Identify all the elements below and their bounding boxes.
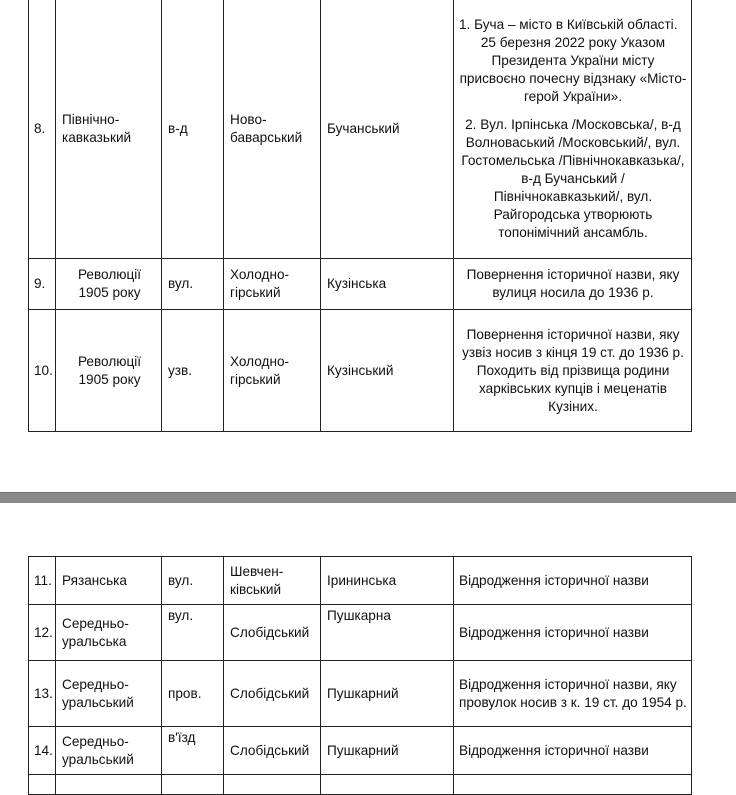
new-street-name: Кузінський xyxy=(321,310,454,432)
street-type: вул. xyxy=(162,259,224,310)
table-row xyxy=(29,661,692,727)
note-cell: Відродження історичної назви xyxy=(454,727,692,775)
row-number: 8. xyxy=(29,0,56,259)
note-cell: Відродження історичної назви, яку провулок носив з к. 19 ст. до 1954 р. xyxy=(454,661,692,727)
new-street-name: Пушкарна xyxy=(321,605,454,661)
note-paragraph: 1. Буча – місто в Київській області. xyxy=(459,16,678,32)
empty-cell xyxy=(454,775,692,795)
district-name: Слобідський xyxy=(224,661,321,727)
old-street-name: Середньо-уральська xyxy=(56,605,162,661)
old-street-name: Середньо-уральський xyxy=(56,661,162,727)
row-number: 13. xyxy=(29,661,56,727)
note-paragraph: Повернення історичної назви, яку вулиця носила до 1936 р. xyxy=(466,267,680,300)
street-type: в'їзд xyxy=(162,727,224,775)
renaming-table-part-2 xyxy=(28,556,692,795)
row-number: 14. xyxy=(29,727,56,775)
table-row xyxy=(29,605,692,661)
table-row xyxy=(29,727,692,775)
note-cell: Відродження історичної назви xyxy=(454,557,692,605)
street-type: узв. xyxy=(162,310,224,432)
old-street-name: Революції 1905 року xyxy=(56,310,162,432)
table-row xyxy=(29,259,692,310)
renaming-table-part-1 xyxy=(28,0,692,432)
new-street-name: Бучанський xyxy=(321,0,454,259)
note-cell xyxy=(454,0,692,259)
note-cell xyxy=(454,310,692,432)
note-paragraph: 25 березня 2022 року Указом Президента України місту присвоєно почесну відзнаку «Місто-герой України». xyxy=(459,34,687,104)
empty-cell xyxy=(321,775,454,795)
old-street-name: Північно-кавказький xyxy=(56,0,162,259)
empty-cell xyxy=(29,775,56,795)
table-row xyxy=(29,557,692,605)
page-top-margin xyxy=(0,503,736,563)
table-row xyxy=(29,0,692,259)
old-street-name: Рязанська xyxy=(56,557,162,605)
note-paragraph: Походить від прізвища родини харківських купців і меценатів Кузіних. xyxy=(476,362,670,414)
street-type: вул. xyxy=(162,605,224,661)
street-type: пров. xyxy=(162,661,224,727)
new-street-name: Пушкарний xyxy=(321,661,454,727)
new-street-name: Ірининська xyxy=(321,557,454,605)
table-row xyxy=(29,775,692,795)
note-cell xyxy=(454,259,692,310)
district-name: Холодно-гірський xyxy=(224,259,321,310)
row-number: 9. xyxy=(29,259,56,310)
street-type: вул. xyxy=(162,557,224,605)
table-row xyxy=(29,310,692,432)
new-street-name: Пушкарний xyxy=(321,727,454,775)
row-number: 12. xyxy=(29,605,56,661)
empty-cell xyxy=(162,775,224,795)
district-name: Шевчен-ківський xyxy=(224,557,321,605)
old-street-name: Революції 1905 року xyxy=(56,259,162,310)
row-number: 10. xyxy=(29,310,56,432)
note-cell: Відродження історичної назви xyxy=(454,605,692,661)
district-name: Ново-баварський xyxy=(224,0,321,259)
note-paragraph: 2. Вул. Ірпінська /Московська/, в-д Волноваський /Московський/, вул. Гостомельська /Північнокавказька/, в-д Бучанський /Північнокавказький/, вул. Райгородська утворюють топонімічний ансамбль. xyxy=(461,116,685,240)
old-street-name: Середньо-уральський xyxy=(56,727,162,775)
empty-cell xyxy=(224,775,321,795)
district-name: Холодно-гірський xyxy=(224,310,321,432)
row-number: 11. xyxy=(29,557,56,605)
new-street-name: Кузінська xyxy=(321,259,454,310)
street-type: в-д xyxy=(162,0,224,259)
empty-cell xyxy=(56,775,162,795)
district-name: Слобідський xyxy=(224,727,321,775)
district-name: Слобідський xyxy=(224,605,321,661)
note-paragraph: Повернення історичної назви, яку узвіз носив з кінця 19 ст. до 1936 р. xyxy=(462,326,684,360)
